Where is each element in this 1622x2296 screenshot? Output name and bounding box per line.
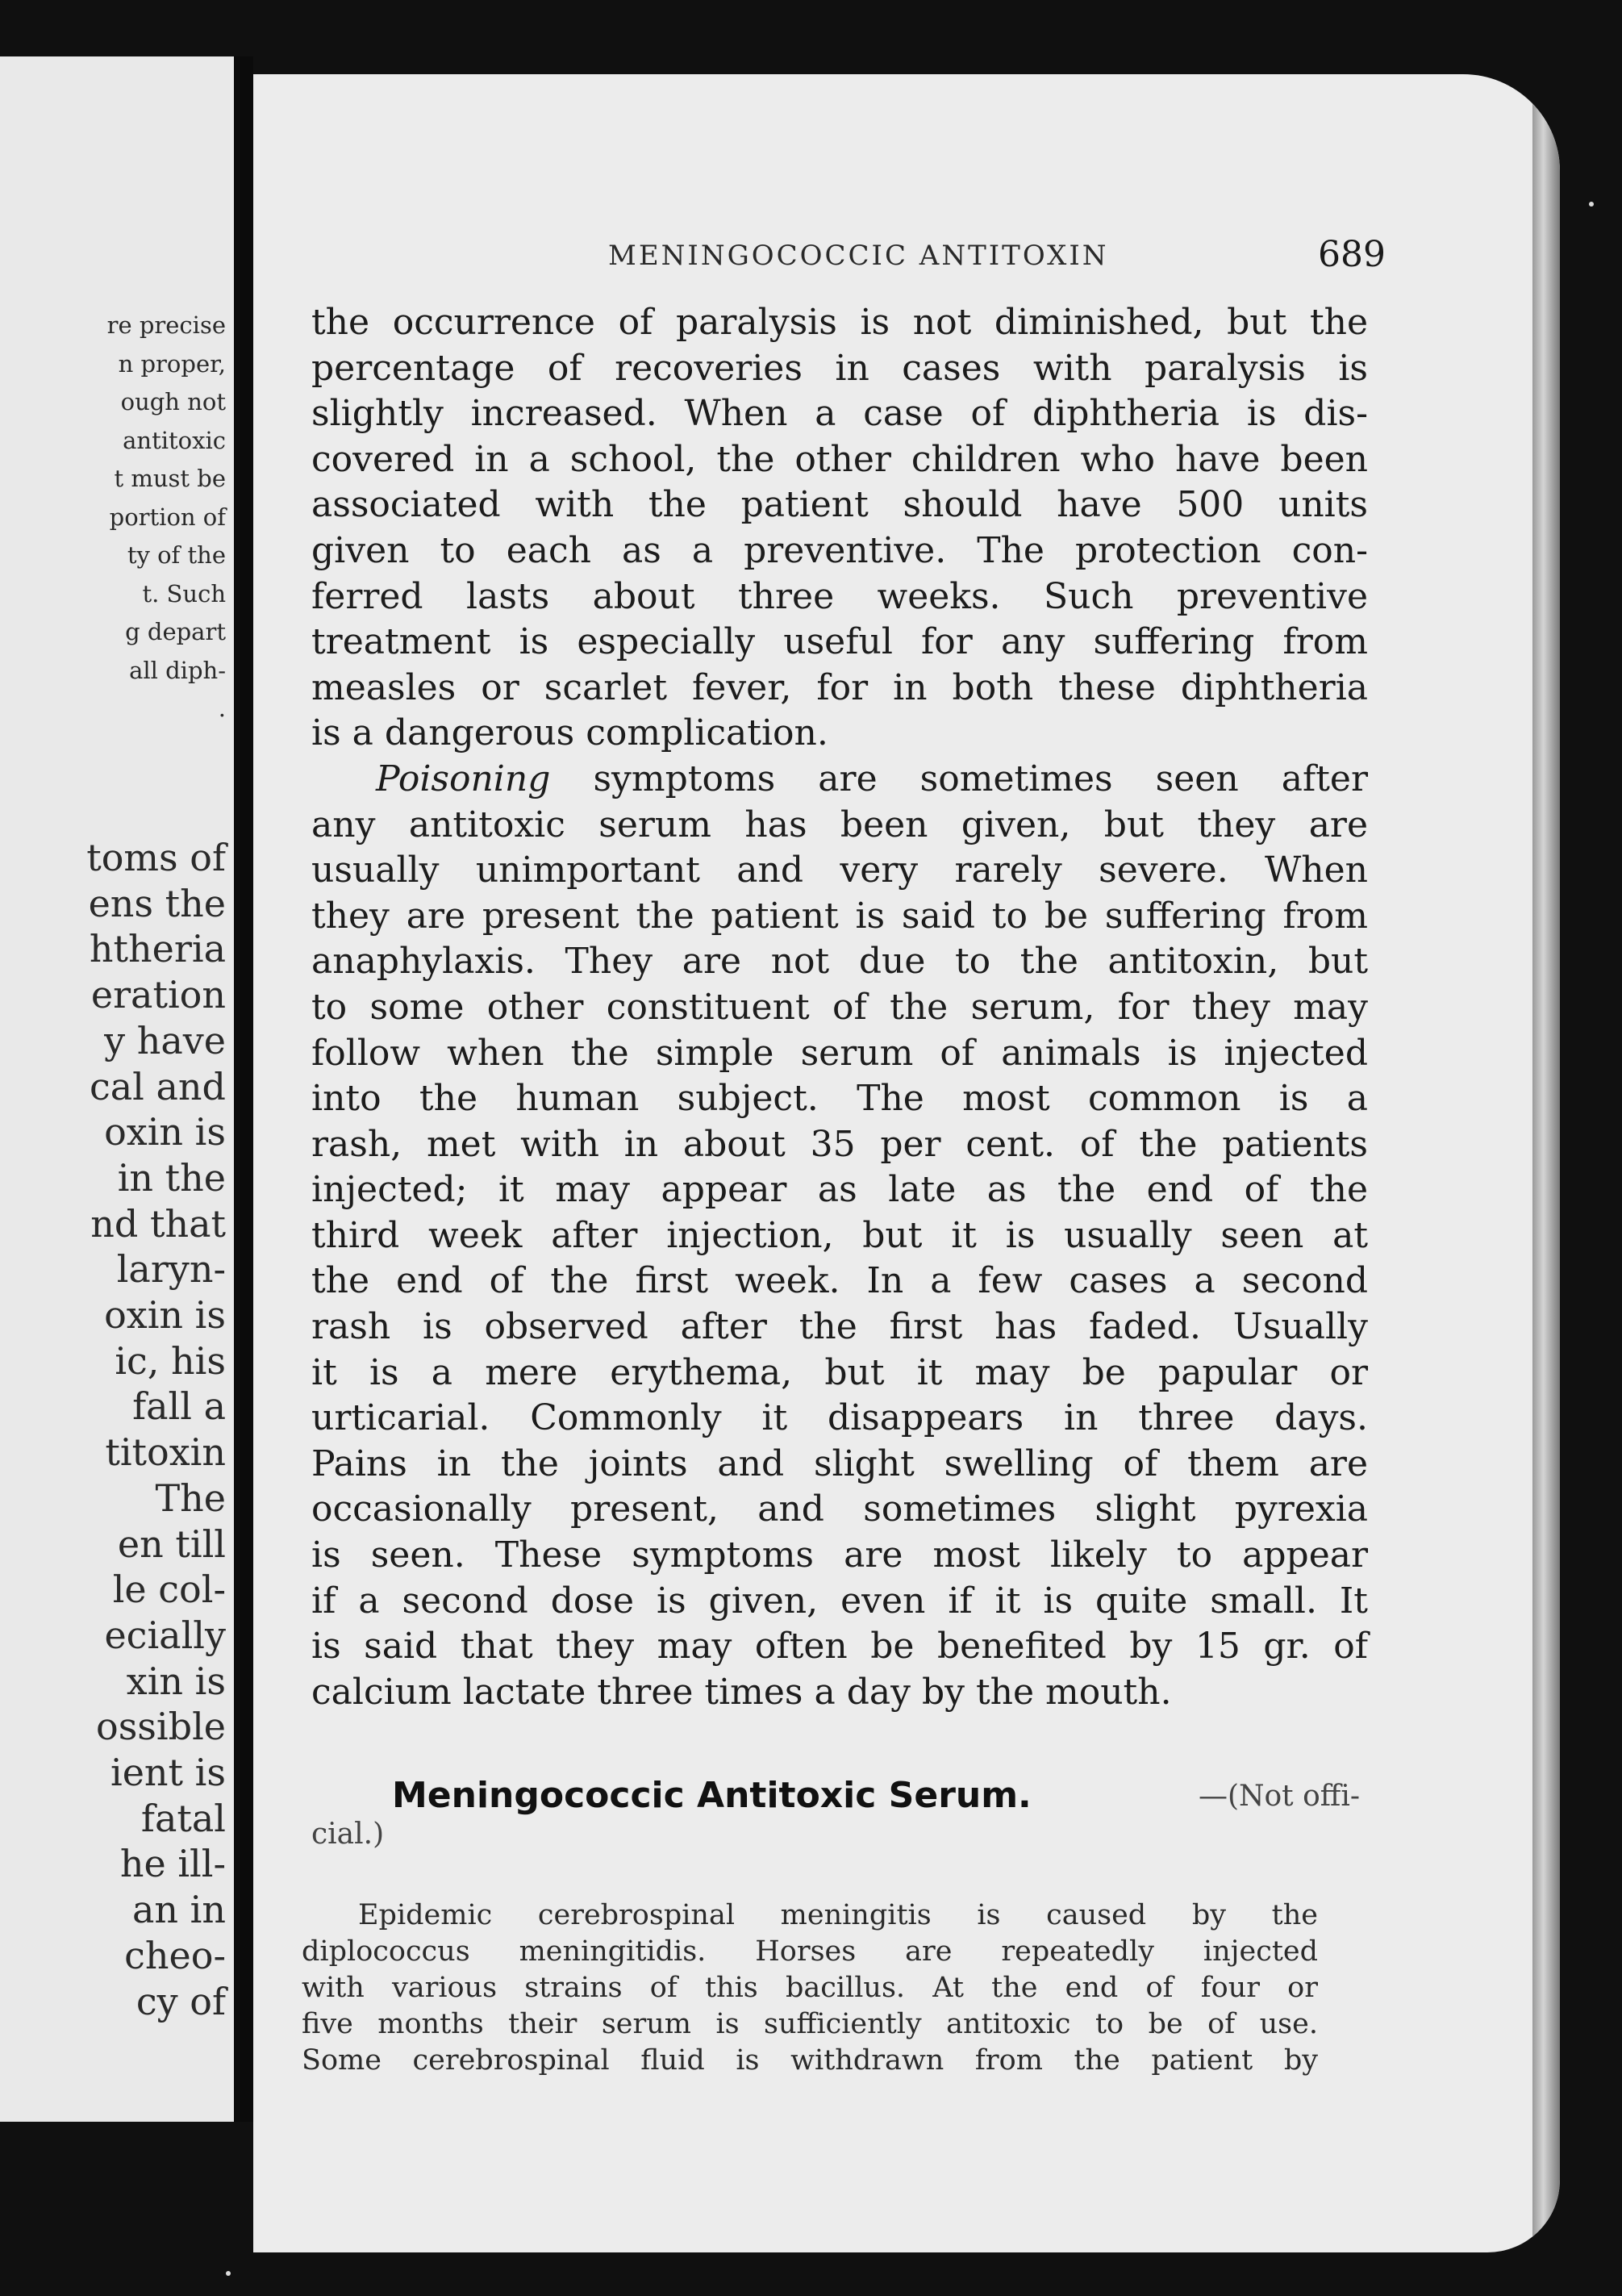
left-fragment: The xyxy=(155,1476,226,1520)
text-line: covered in a school, the other children who have been xyxy=(311,438,1368,480)
text-line: any antitoxic serum has been given, but they are xyxy=(311,804,1368,845)
left-fragment: n proper, xyxy=(118,349,226,378)
left-fragment: antitoxic xyxy=(123,426,226,454)
left-fragment: cheo- xyxy=(124,1933,226,1977)
left-page-fragments-top xyxy=(107,307,226,728)
text-line: anaphylaxis. They are not due to the antitoxin, but xyxy=(311,941,1368,983)
text-line: usually unimportant and very rarely severe. When xyxy=(311,850,1368,891)
left-fragment: ic, his xyxy=(115,1338,226,1383)
left-fragment: ough not xyxy=(120,388,226,415)
left-fragment: fatal xyxy=(140,1796,226,1840)
left-fragment: an in xyxy=(131,1888,226,1932)
small-text-line: diplococcus meningitidis. Horses are repeatedly injected xyxy=(302,1935,1318,1968)
left-fragment: all diph- xyxy=(129,656,226,684)
left-fragment: fall a xyxy=(132,1384,226,1429)
small-text-line: Epidemic cerebrospinal meningitis is caused by the xyxy=(358,1899,1318,1931)
section-heading xyxy=(311,1775,1360,1851)
text-line: third week after injection, but it is usually seen at xyxy=(311,1214,1368,1256)
text-line: rash is observed after the first has faded. Usually xyxy=(311,1306,1368,1348)
left-fragment: in the xyxy=(117,1155,226,1200)
text-line: is seen. These symptoms are most likely to appear xyxy=(311,1534,1368,1576)
left-fragment: portion of xyxy=(109,503,226,531)
running-head: MENINGOCOCCIC ANTITOXIN xyxy=(608,240,1109,272)
text-line: they are present the patient is said to be suffering from xyxy=(311,895,1368,937)
left-fragment: xin is xyxy=(126,1659,226,1703)
left-fragment: t. Such xyxy=(142,579,226,607)
book-gutter xyxy=(234,56,253,2122)
left-page-fragments-bottom xyxy=(86,835,226,2024)
left-fragment: ens the xyxy=(88,881,226,925)
paragraph-2-first-line xyxy=(311,757,1368,803)
small-text-line: five months their serum is sufficiently antitoxic to be of use. xyxy=(302,2008,1318,2040)
left-fragment: le col- xyxy=(112,1568,226,1612)
text-line: occasionally present, and sometimes slight pyrexia xyxy=(311,1488,1368,1530)
section-note: —(Not offi- xyxy=(1198,1780,1360,1813)
small-print-paragraph xyxy=(302,1897,1318,2079)
speck xyxy=(1589,202,1594,207)
text-line: the occurrence of paralysis is not diminished, but the xyxy=(311,302,1368,343)
text-fragment: symptoms are sometimes seen after xyxy=(550,758,1368,799)
left-fragment: en till xyxy=(117,1522,226,1566)
left-fragment: . xyxy=(218,695,226,722)
left-fragment: titoxin xyxy=(105,1430,226,1475)
right-page xyxy=(253,74,1560,2252)
left-fragment: htheria xyxy=(89,927,226,971)
text-line: given to each as a preventive. The protection con- xyxy=(311,529,1368,571)
text-line: percentage of recoveries in cases with paralysis is xyxy=(311,347,1368,389)
text-line: is said that they may often be benefited by 15 gr. of xyxy=(311,1626,1368,1668)
text-line: the end of the first week. In a few cases a second xyxy=(311,1260,1368,1302)
text-line: rash, met with in about 35 per cent. of the patients xyxy=(311,1123,1368,1165)
text-line: injected; it may appear as late as the end of the xyxy=(311,1169,1368,1211)
text-line: slightly increased. When a case of diphtheria is dis- xyxy=(311,393,1368,435)
small-text-line: Some cerebrospinal fluid is withdrawn from the patient by xyxy=(302,2044,1318,2077)
left-fragment: ient is xyxy=(110,1751,226,1795)
text-line: into the human subject. The most common is a xyxy=(311,1078,1368,1120)
body-text xyxy=(311,300,1368,1715)
page-edge xyxy=(1532,74,1560,2252)
italic-lead-word: Poisoning xyxy=(376,758,551,799)
left-fragment: nd that xyxy=(90,1201,226,1246)
section-note-continued: cial.) xyxy=(311,1818,385,1851)
text-line: urticarial. Commonly it disappears in three days. xyxy=(311,1397,1368,1439)
text-line: is a dangerous complication. xyxy=(311,712,828,754)
left-fragment: he ill- xyxy=(119,1842,226,1886)
left-fragment: ecially xyxy=(104,1613,226,1657)
text-line: it is a mere erythema, but it may be papular or xyxy=(311,1351,1368,1393)
speck xyxy=(226,2271,231,2276)
left-fragment: ty of the xyxy=(127,541,226,569)
left-fragment: t must be xyxy=(114,465,226,492)
text-line: Pains in the joints and slight swelling of them are xyxy=(311,1442,1368,1484)
text-line: associated with the patient should have 500 units xyxy=(311,484,1368,526)
text-line: to some other constituent of the serum, for they may xyxy=(311,986,1368,1028)
left-fragment: y have xyxy=(104,1018,226,1062)
text-line: ferred lasts about three weeks. Such preventive xyxy=(311,575,1368,617)
left-fragment: cal and xyxy=(89,1064,226,1108)
text-line: treatment is especially useful for any suffering from xyxy=(311,621,1368,663)
text-line: calcium lactate three times a day by the mouth. xyxy=(311,1671,1172,1713)
left-fragment: toms of xyxy=(86,836,226,879)
left-fragment: ossible xyxy=(96,1705,226,1749)
left-fragment: re precise xyxy=(106,311,226,339)
text-line: measles or scarlet fever, for in both these diphtheria xyxy=(311,666,1368,708)
left-fragment: oxin is xyxy=(104,1110,226,1154)
text-line: if a second dose is given, even if it is quite small. It xyxy=(311,1580,1368,1622)
left-fragment: eration xyxy=(90,973,226,1017)
section-title: Meningococcic Antitoxic Serum. xyxy=(392,1775,1032,1816)
left-fragment: cy of xyxy=(136,1979,226,2023)
small-text-line: with various strains of this bacillus. At the end of four or xyxy=(302,1972,1318,2004)
page-number: 689 xyxy=(1318,234,1386,275)
left-fragment: g depart xyxy=(125,618,226,645)
left-fragment: laryn- xyxy=(116,1247,226,1292)
left-page xyxy=(0,56,234,2122)
text-line: follow when the simple serum of animals is injected xyxy=(311,1032,1368,1074)
left-fragment: oxin is xyxy=(104,1293,226,1338)
